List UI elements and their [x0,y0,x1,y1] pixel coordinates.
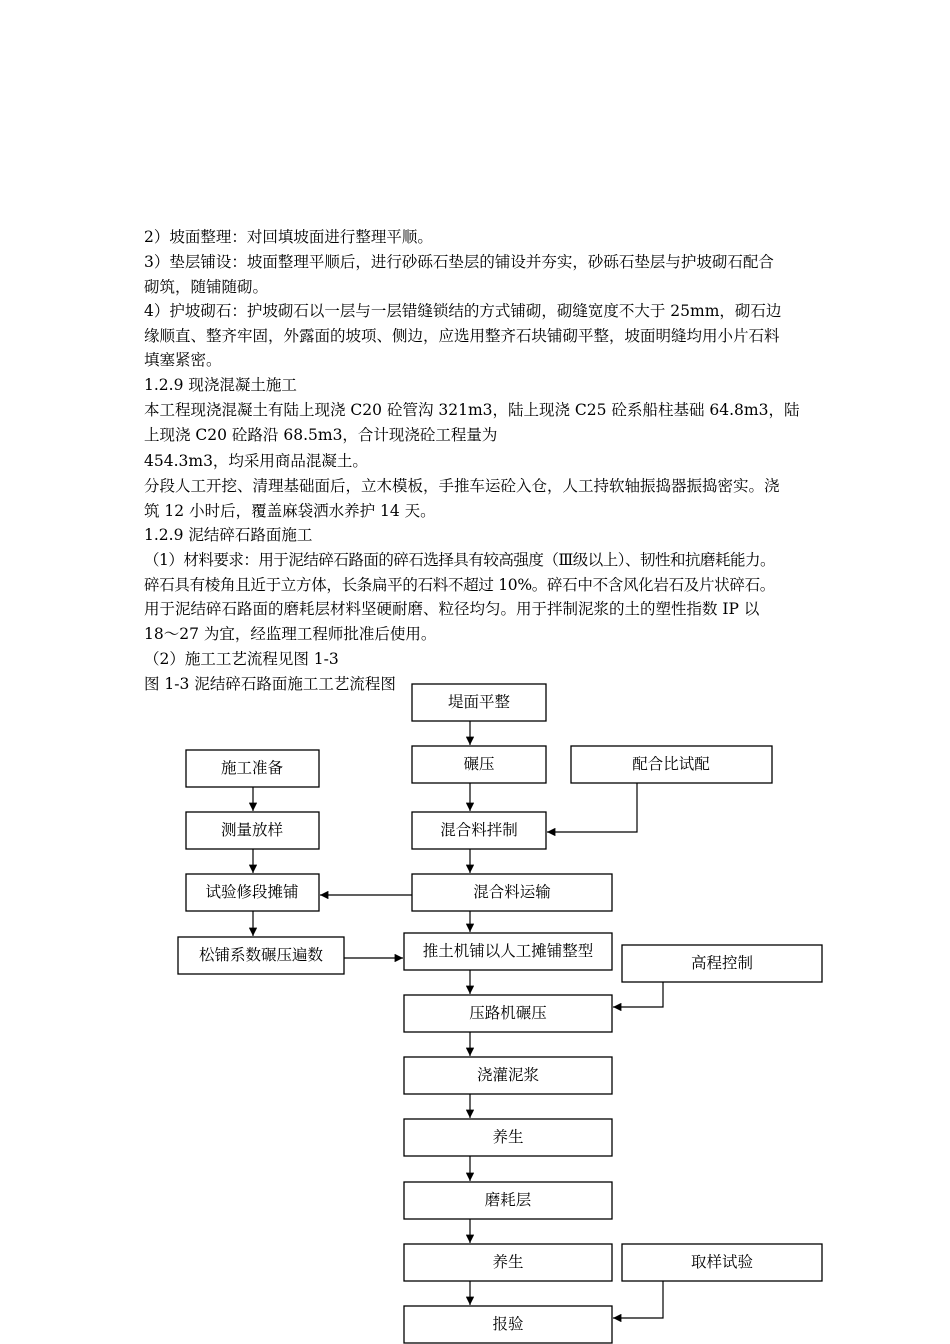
text-line: 18～27 为宜，经监理工程师批准后使用。 [144,624,437,643]
text-line: 碎石具有棱角且近于立方体，长条扁平的石料不超过 10%。碎石中不含风化岩石及片状碎石。 [144,575,775,594]
flow-step-construction-prep [186,750,319,787]
text-line: （1）材料要求：用于泥结碎石路面的碎石选择具有较高强度（Ⅲ级以上）、韧性和抗磨耗能力。 [144,551,776,569]
flow-step-label: 堤面平整 [447,693,511,711]
flow-step-curing-2 [404,1244,612,1281]
flow-step-label: 松铺系数碾压遍数 [198,946,324,964]
flow-step-label: 报验 [492,1315,524,1333]
flow-step-sampling-test [622,1244,822,1281]
text-line: 填塞紧密。 [144,351,222,369]
flow-step-label: 测量放样 [220,821,284,839]
flow-step-label: 配合比试配 [632,755,710,773]
text-line: 分段人工开挖、清理基础面后，立木模板，手推车运砼入仓，人工持软轴振捣器振捣密实。浇 [144,477,780,495]
flow-step-label: 磨耗层 [484,1191,532,1209]
flow-step-inspection [404,1306,612,1343]
flow-step-label: 混合料运输 [473,883,551,901]
flow-step-embankment-leveling [412,684,546,721]
caption-text: 图 1-3 泥结碎石路面施工工艺流程图 [144,675,396,693]
flow-step-bulldozer-spreading [404,933,612,970]
text-line: 上现浇 C20 砼路沿 68.5m3，合计现浇砼工程量为 [144,425,498,444]
flow-step-label: 高程控制 [690,954,754,972]
flow-step-mix-transport [412,874,612,911]
flow-step-mix-stirring [412,812,546,849]
flow-step-label: 养生 [492,1128,524,1146]
text-line: 2）坡面整理：对回填坡面进行整理平顺。 [144,228,433,246]
flow-step-compaction [412,746,546,783]
heading-text: 1.2.9 泥结碎石路面施工 [144,526,313,544]
flow-step-mix-proportion-trial [571,746,772,783]
flow-step-label: 施工准备 [220,759,284,777]
flow-step-curing-1 [404,1119,612,1156]
text-line: 本工程现浇混凝土有陆上现浇 C20 砼管沟 321m3，陆上现浇 C25 砼系船柱基础 64.8m3，陆 [144,401,800,419]
text-line: 筑 12 小时后，覆盖麻袋洒水养护 14 天。 [144,501,436,520]
flow-step-mud-grouting [404,1057,612,1094]
flow-step-label: 浇灌泥浆 [476,1066,540,1084]
flow-step-label: 推土机铺以人工摊铺整型 [422,942,594,960]
text-line: 缘顺直、整齐牢固，外露面的坡项、侧边，应选用整齐石块铺砌平整，坡面明缝均用小片石料 [144,326,780,345]
flow-step-loose-coefficient [178,937,344,974]
flow-step-label: 取样试验 [690,1253,754,1271]
flow-step-label: 混合料拌制 [440,821,518,839]
flow-step-survey-layout [186,812,319,849]
flow-step-label: 碾压 [463,755,495,773]
text-line: 454.3m3，均采用商品混凝土。 [144,452,368,470]
flow-step-roller-compaction [404,995,612,1032]
text-line: 砌筑，随铺随砌。 [144,277,269,296]
heading-text: 1.2.9 现浇混凝土施工 [144,376,297,394]
flow-step-label: 养生 [492,1253,524,1271]
flow-step-label: 试验修段摊铺 [205,883,299,901]
text-line: 4）护坡砌石：护坡砌石以一层与一层错缝锁结的方式铺砌，砌缝宽度不大于 25mm，砌石边 [144,302,782,320]
text-line: 用于泥结碎石路面的磨耗层材料坚硬耐磨、粒径均匀。用于拌制泥浆的土的塑性指数 IP 以 [144,600,760,618]
text-line: （2）施工工艺流程见图 1-3 [144,650,339,668]
text-line: 3）垫层铺设：坡面整理平顺后，进行砂砾石垫层的铺设并夯实，砂砾石垫层与护坡砌石配合 [144,253,774,271]
flow-step-wear-layer [404,1182,612,1219]
flow-step-label: 压路机碾压 [469,1004,547,1022]
flow-step-elevation-control [622,945,822,982]
flow-step-trial-section [186,874,319,911]
